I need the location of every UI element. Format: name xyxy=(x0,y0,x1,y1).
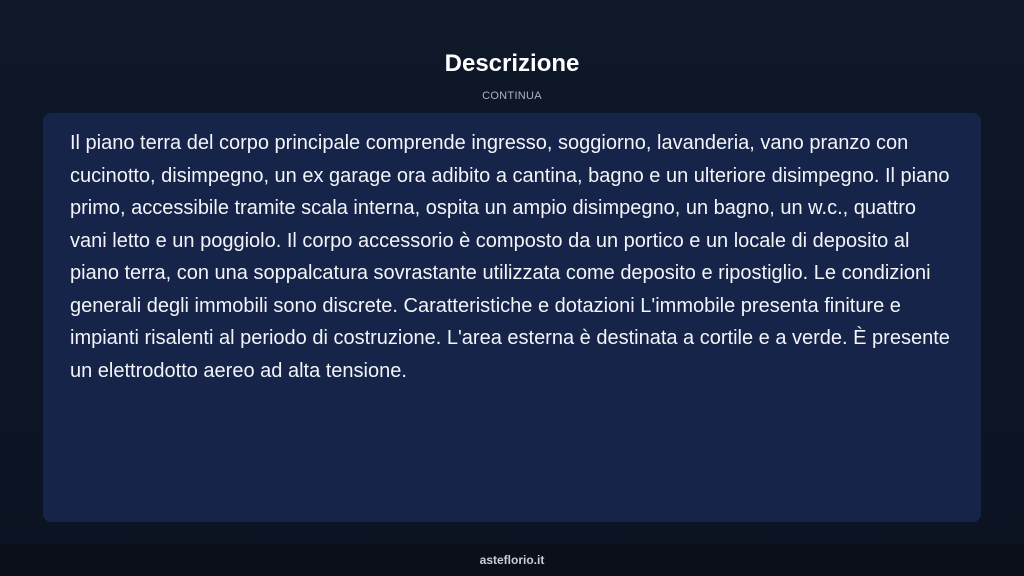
continue-label[interactable]: CONTINUA xyxy=(482,90,542,102)
footer-brand: asteflorio.it xyxy=(479,553,545,567)
description-card xyxy=(43,113,981,522)
description-text: Il piano terra del corpo principale comprende ingresso, soggiorno, lavanderia, vano pranzo con cucinotto, disimpegno, un ex garage ora adibito a cantina, bagno e un ulteriore disimpegno. Il piano primo, accessibile tramite scala interna, ospita un ampio disimpegno, un bagno, un w.c., quattro vani letto e un poggiolo. Il corpo accessorio è composto da un portico e un locale di deposito al piano terra, con una soppalcatura sovrastante utilizzata come deposito e ripostiglio. Le condizioni generali degli immobili sono discrete. Caratteristiche e dotazioni L'immobile presenta finiture e impianti risalenti al periodo di costruzione. L'area esterna è destinata a cortile e a verde. È presente un elettrodotto aereo ad alta tensione. xyxy=(70,132,950,382)
footer-bar xyxy=(0,544,1024,576)
page-title: Descrizione xyxy=(444,50,580,77)
